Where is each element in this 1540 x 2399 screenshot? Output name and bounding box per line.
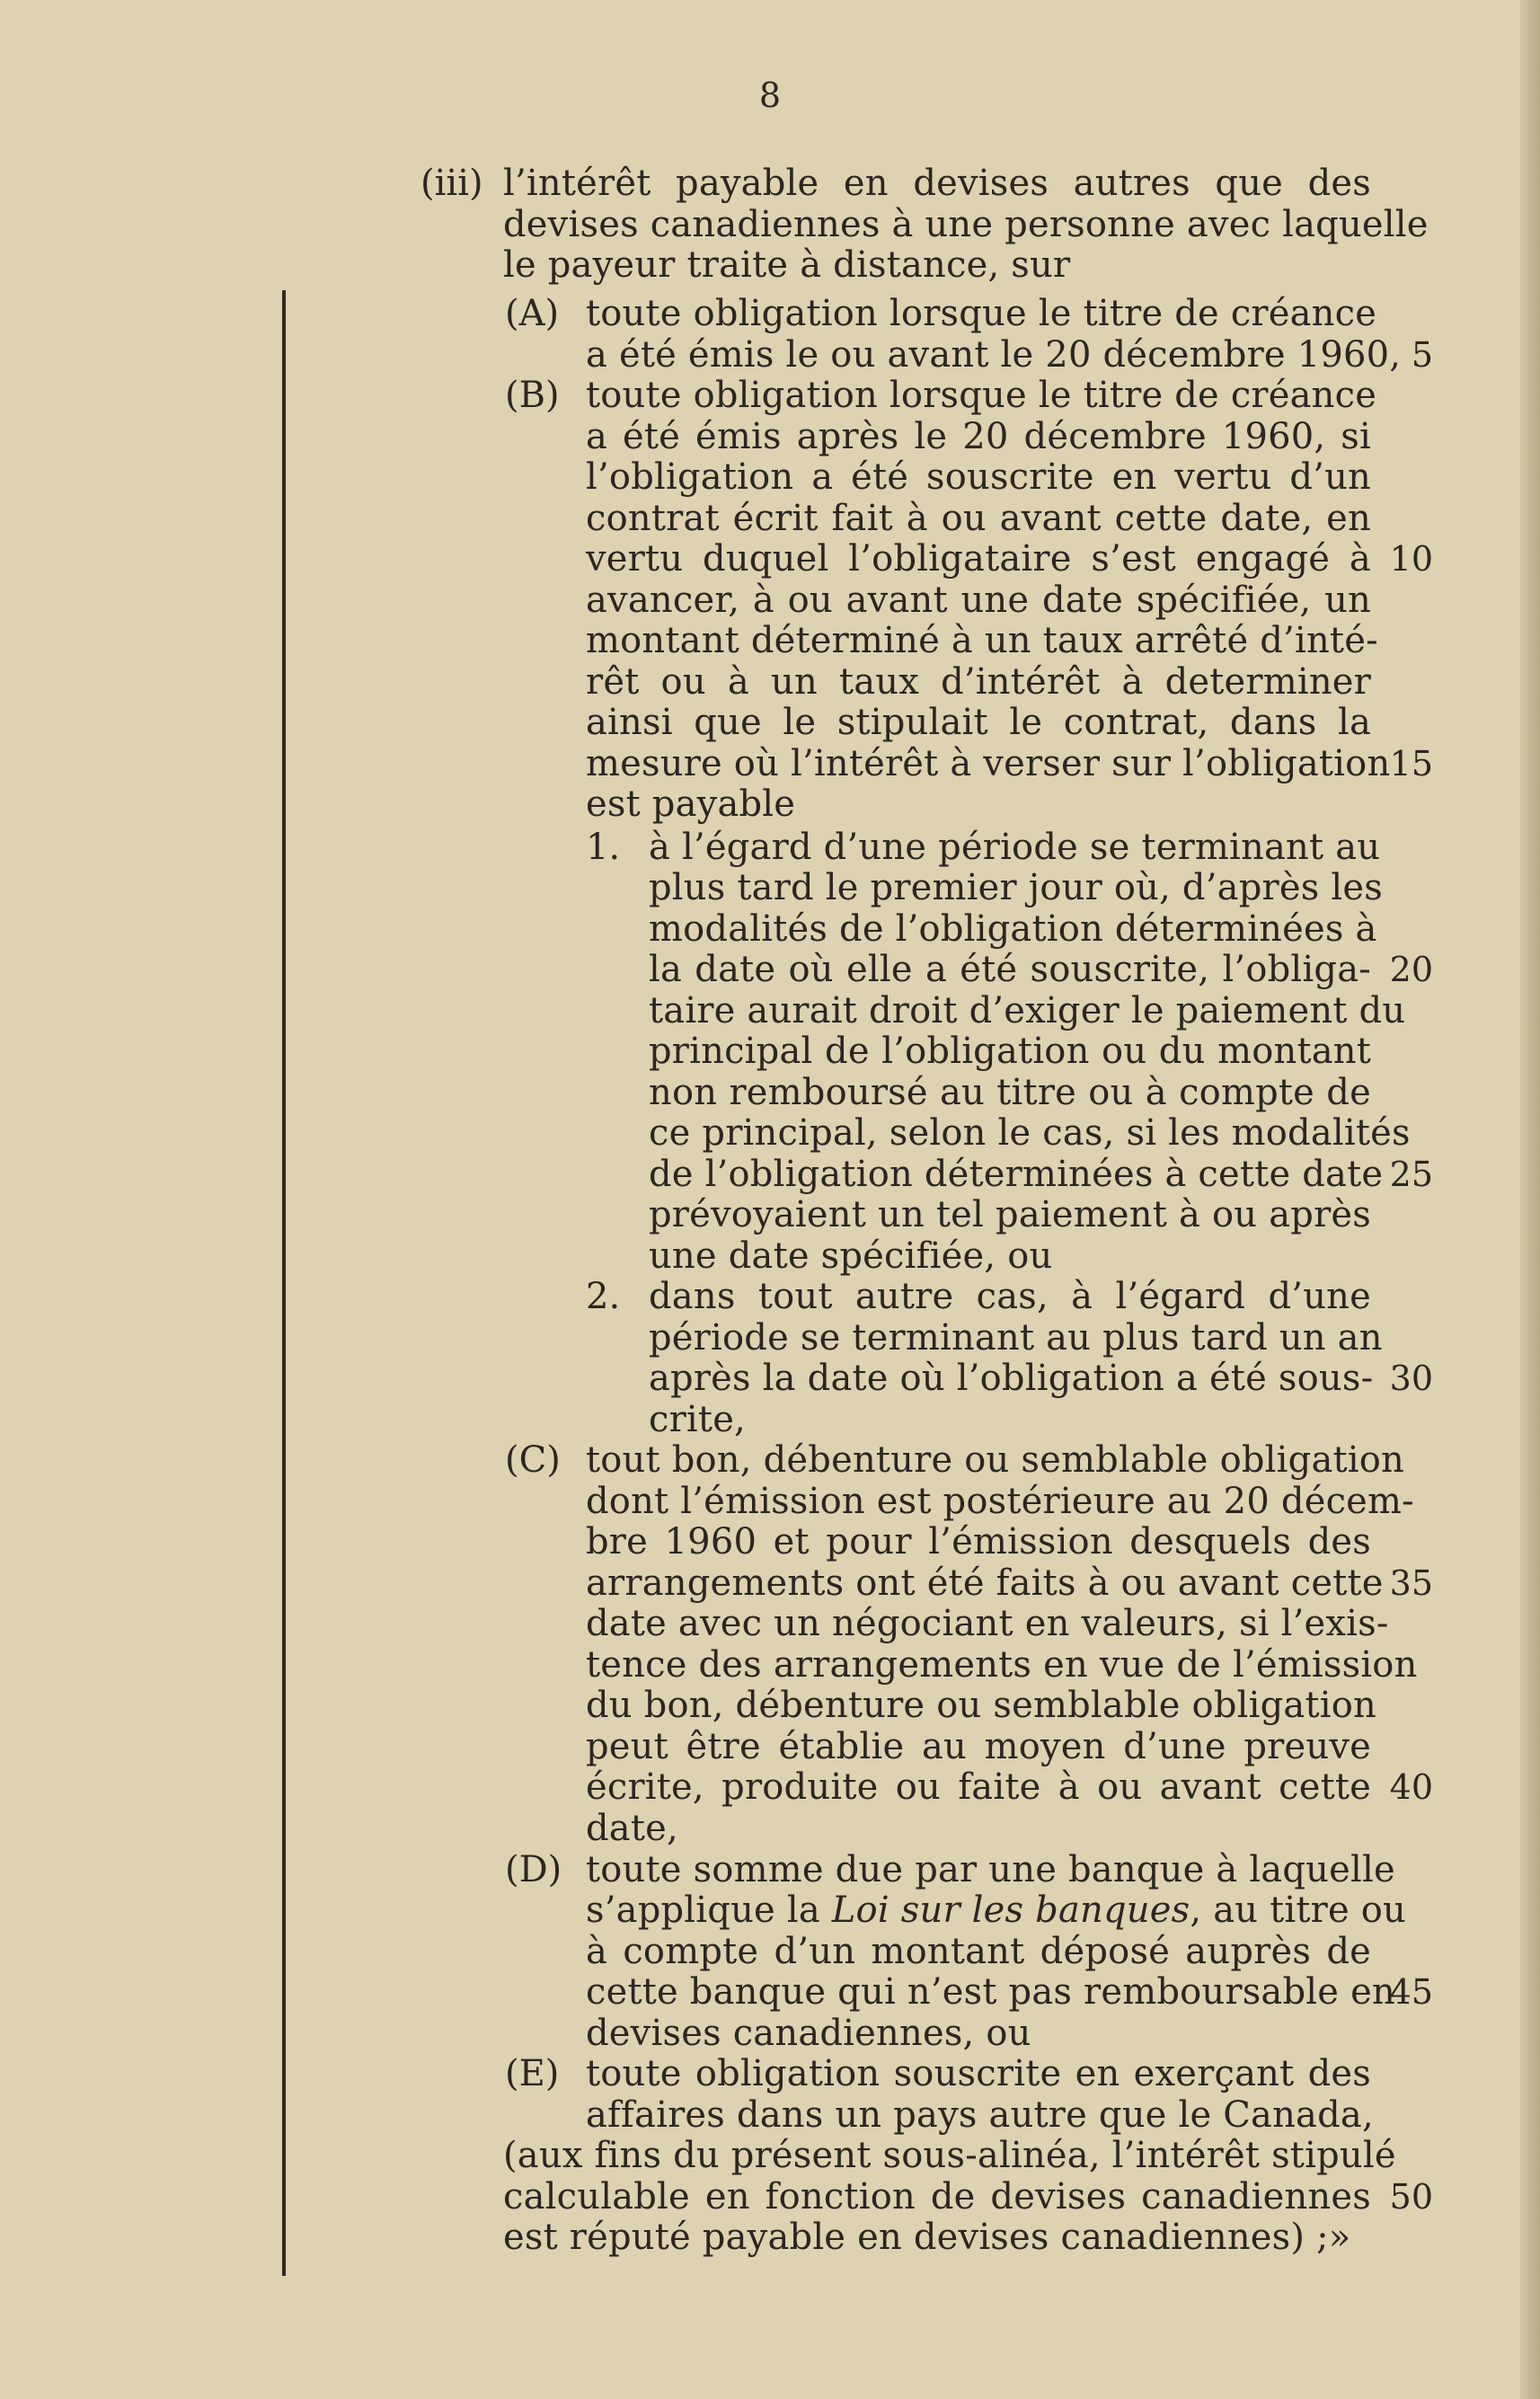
text-line: le payeur traite à distance, sur: [503, 244, 1071, 286]
text-line: principal de l’obligation ou du montant: [649, 1031, 1371, 1072]
text-line: bre 1960 et pour l’émission desquels des: [586, 1521, 1371, 1562]
statute-title: Loi sur les banques: [831, 1890, 1190, 1931]
text-line: vertu duquel l’obligataire s’est engagé à: [586, 538, 1371, 580]
label-b: (B): [505, 375, 560, 416]
text-segment: , au titre ou: [1190, 1890, 1407, 1931]
text-line: taire aurait droit d’exiger le paiement du: [649, 990, 1406, 1031]
text-line: devises canadiennes, ou: [586, 2013, 1031, 2054]
text-line: tout bon, débenture ou semblable obligation: [586, 1439, 1405, 1481]
text-line: cette banque qui n’est pas remboursable en: [586, 1971, 1395, 2013]
text-line: toute obligation souscrite en exerçant des: [586, 2053, 1371, 2094]
text-line: a été émis après le 20 décembre 1960, si: [586, 416, 1371, 457]
text-line: a été émis le ou avant le 20 décembre 1960,: [586, 334, 1402, 376]
text-line: affaires dans un pays autre que le Canada,: [586, 2094, 1374, 2136]
text-line: une date spécifiée, ou: [649, 1235, 1053, 1277]
text-line: rêt ou à un taux d’intérêt à determiner: [586, 661, 1371, 703]
text-line: période se terminant au plus tard un an: [649, 1317, 1383, 1359]
line-number: 40: [1389, 1767, 1433, 1807]
text-line: de l’obligation déterminées à cette date: [649, 1154, 1384, 1195]
text-line: dans tout autre cas, à l’égard d’une: [649, 1276, 1371, 1317]
label-e: (E): [505, 2053, 560, 2094]
text-line: est réputé payable en devises canadiennes) ;»: [503, 2217, 1351, 2258]
line-number: 20: [1389, 950, 1433, 989]
label-d: (D): [505, 1849, 562, 1890]
label-iii: (iii): [420, 163, 483, 204]
text-line: est payable: [586, 783, 796, 825]
line-number: 35: [1389, 1563, 1433, 1603]
text-line: l’intérêt payable en devises autres que des: [503, 163, 1371, 204]
label-a: (A): [505, 293, 560, 334]
text-segment: s’applique la: [586, 1890, 832, 1931]
text-line: ainsi que le stipulait le contrat, dans la: [586, 702, 1371, 743]
text-line: prévoyaient un tel paiement à ou après: [649, 1194, 1371, 1235]
text-line: la date où elle a été souscrite, l’obliga-: [649, 949, 1371, 990]
margin-rule: [282, 290, 286, 2276]
text-line: non remboursé au titre ou à compte de: [649, 1072, 1371, 1113]
text-line: mesure où l’intérêt à verser sur l’obligation: [586, 743, 1391, 784]
page-edge-shadow: [1520, 0, 1540, 2399]
text-line: toute obligation lorsque le titre de créance: [586, 375, 1377, 416]
text-line: ce principal, selon le cas, si les modalités: [649, 1112, 1411, 1154]
line-number: 15: [1389, 744, 1433, 783]
text-line: à compte d’un montant déposé auprès de: [586, 1931, 1371, 1972]
text-line: à l’égard d’une période se terminant au: [649, 827, 1381, 868]
line-number: 30: [1389, 1359, 1433, 1398]
text-line: plus tard le premier jour où, d’après les: [649, 867, 1383, 908]
text-line: calculable en fonction de devises canadiennes: [503, 2176, 1371, 2218]
text-line: après la date où l’obligation a été sous-: [649, 1358, 1374, 1399]
label-c: (C): [505, 1439, 561, 1481]
text-line: modalités de l’obligation déterminées à: [649, 908, 1377, 950]
text-line: du bon, débenture ou semblable obligation: [586, 1685, 1376, 1726]
text-line: tence des arrangements en vue de l’émission: [586, 1644, 1418, 1686]
text-line: arrangements ont été faits à ou avant cette: [586, 1562, 1384, 1604]
text-line: date,: [586, 1808, 678, 1849]
line-number: 25: [1389, 1155, 1433, 1194]
text-line: (aux fins du présent sous-alinéa, l’intérêt stipulé: [503, 2135, 1396, 2176]
text-line: dont l’émission est postérieure au 20 décem-: [586, 1481, 1414, 1522]
text-line: montant déterminé à un taux arrêté d’inté-: [586, 620, 1378, 661]
text-line: écrite, produite ou faite à ou avant cette: [586, 1766, 1371, 1808]
text-line: peut être établie au moyen d’une preuve: [586, 1726, 1371, 1767]
text-line: crite,: [649, 1399, 746, 1440]
line-number: 5: [1411, 335, 1433, 375]
text-line: toute somme due par une banque à laquelle: [586, 1849, 1395, 1890]
line-number: 10: [1389, 539, 1433, 579]
text-line: date avec un négociant en valeurs, si l’exis-: [586, 1603, 1389, 1644]
text-line: devises canadiennes à une personne avec laquelle: [503, 204, 1429, 245]
page-number: 8: [758, 75, 782, 115]
text-line: avancer, à ou avant une date spécifiée, un: [586, 580, 1371, 621]
text-line: [586, 1890, 1407, 1931]
text-line: toute obligation lorsque le titre de créance: [586, 293, 1377, 334]
line-number: 50: [1389, 2177, 1433, 2217]
line-number: 45: [1389, 1972, 1433, 2012]
text-line: l’obligation a été souscrite en vertu d’un: [586, 456, 1371, 498]
text-line: contrat écrit fait à ou avant cette date, en: [586, 498, 1371, 539]
label-1: 1.: [586, 827, 621, 868]
label-2: 2.: [586, 1276, 621, 1317]
